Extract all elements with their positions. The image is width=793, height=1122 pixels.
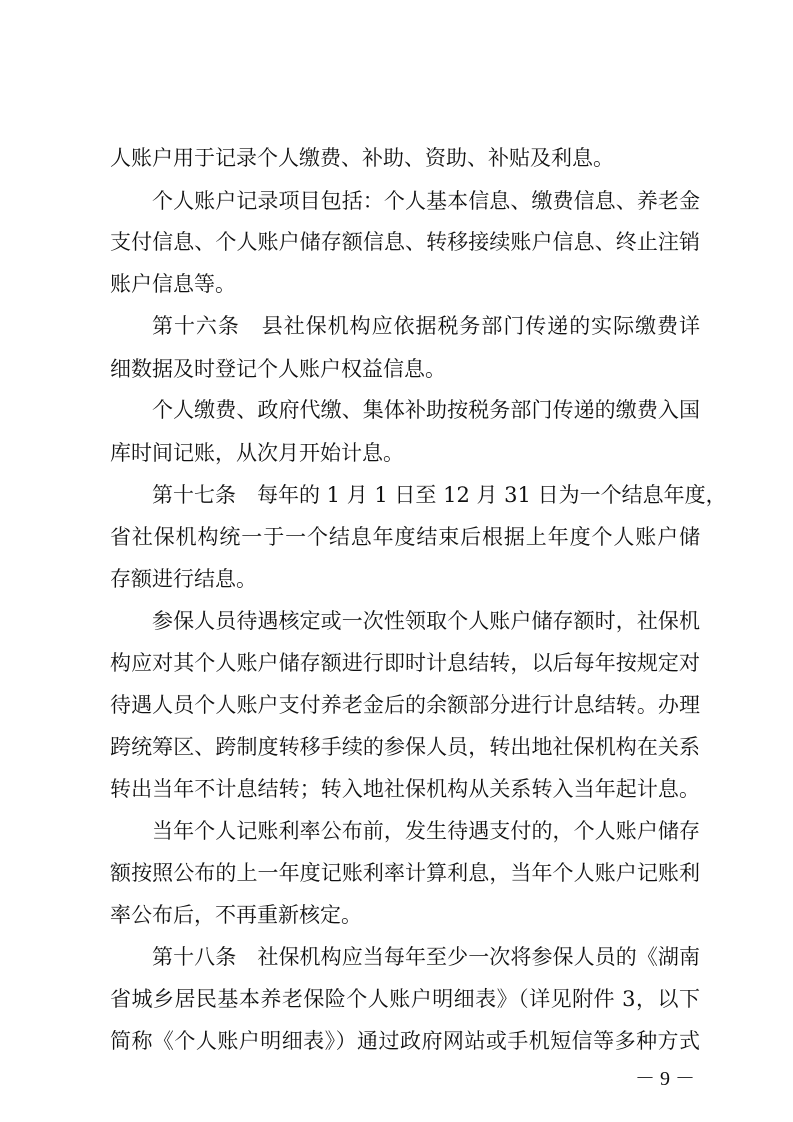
article-16-line: 第十六条 县社保机构应依据税务部门传递的实际缴费详: [152, 314, 700, 338]
body-text-line: 简称《个人账户明细表》）通过政府网站或手机短信等多种方式: [110, 1029, 700, 1053]
body-text-line: 省社保机构统一于一个结息年度结束后根据上年度个人账户储: [110, 525, 700, 549]
body-text-line: 账户信息等。: [110, 272, 236, 296]
body-text-line: 构应对其个人账户储存额进行即时计息结转，以后每年按规定对: [110, 651, 700, 675]
body-text-line: 参保人员待遇核定或一次性领取个人账户储存额时，社保机: [152, 609, 700, 633]
body-text-line: 支付信息、个人账户储存额信息、转移接续账户信息、终止注销: [110, 230, 700, 254]
body-text-line: 转出当年不计息结转；转入地社保机构从关系转入当年起计息。: [110, 777, 700, 801]
body-text-line: 个人缴费、政府代缴、集体补助按税务部门传递的缴费入国: [152, 398, 700, 422]
body-text-line: 待遇人员个人账户支付养老金后的余额部分进行计息结转。办理: [110, 693, 700, 717]
article-17-line: 第十七条 每年的 1 月 1 日至 12 月 31 日为一个结息年度，: [152, 483, 727, 507]
page-number: － 9 －: [635, 1068, 695, 1090]
body-text-line: 省城乡居民基本养老保险个人账户明细表》（详见附件 3，以下: [110, 987, 700, 1011]
body-text-line: 存额进行结息。: [110, 567, 257, 591]
body-text-line: 额按照公布的上一年度记账利率计算利息，当年个人账户记账利: [110, 861, 700, 885]
body-text-line: 细数据及时登记个人账户权益信息。: [110, 357, 446, 381]
body-text-line: 率公布后，不再重新核定。: [110, 903, 362, 927]
body-text-line: 个人账户记录项目包括：个人基本信息、缴费信息、养老金: [152, 189, 700, 213]
article-18-line: 第十八条 社保机构应当每年至少一次将参保人员的《湖南: [152, 945, 700, 969]
body-text-line: 人账户用于记录个人缴费、补助、资助、补贴及利息。: [110, 146, 614, 170]
body-text-line: 当年个人记账利率公布前，发生待遇支付的，个人账户储存: [152, 819, 700, 843]
body-text-line: 库时间记账，从次月开始计息。: [110, 441, 404, 465]
body-text-line: 跨统筹区、跨制度转移手续的参保人员，转出地社保机构在关系: [110, 735, 700, 759]
